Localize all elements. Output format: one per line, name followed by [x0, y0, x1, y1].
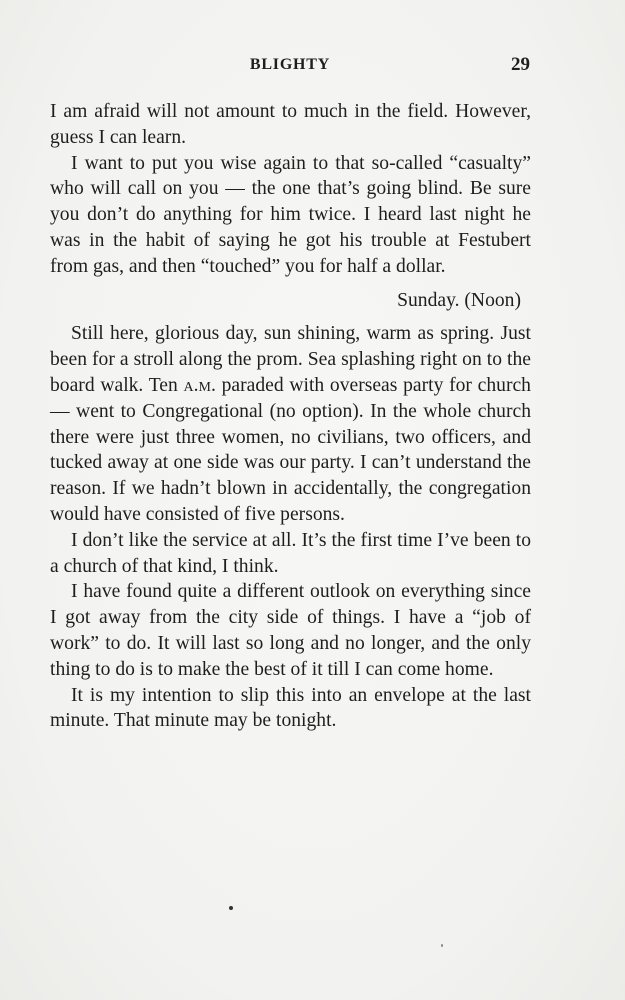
paragraph-sunday: [50, 321, 531, 527]
paper-speck: [441, 944, 443, 947]
date-heading: Sunday. (Noon): [397, 289, 521, 311]
paragraph-casualty: I want to put you wise again to that so-called “casualty” who will call on you — the one that’s going blind. Be sure you don’t do anything for him twice. I heard last night he was in the habit of saying he got his trouble at Festubert from gas, and then “touched” you for half a dollar.: [50, 152, 531, 277]
page-mark: [229, 906, 233, 910]
page-header: [50, 52, 530, 82]
time-abbreviation: a.m.: [183, 374, 216, 396]
paragraph-outlook: I have found quite a different outlook on everything since I got away from the city side of things. I have a “job of work” to do. It will last so long and no longer, and the only thing to do is to make the best of it till I can come home.: [50, 581, 531, 680]
paragraph-continued: I am afraid will not amount to much in the field. However, guess I can learn.: [50, 101, 531, 148]
paragraph-sunday-part2: paraded with overseas party for church — went to Congregational (no option). In the whole church there were just three women, no civilians, two officers, and tucked away at one side was our party. I can’t understand the reason. If we hadn’t blown in accidentally, the congregation would have consisted of five persons.: [50, 374, 531, 525]
paragraph-service: I don’t like the service at all. It’s the first time I’ve been to a church of that kind, I think.: [50, 529, 531, 577]
page-number: 29: [511, 54, 530, 75]
paragraph-sunday-part1: Still here, glorious day, sun shining, warm as spring. Just been for a stroll along the prom. Sea splashing right on to the board walk. Ten: [50, 323, 531, 396]
paragraph-envelope: It is my intention to slip this into an envelope at the last minute. That minute may be tonight.: [50, 684, 531, 732]
body-text: [50, 99, 531, 734]
running-head: BLIGHTY: [249, 56, 331, 73]
